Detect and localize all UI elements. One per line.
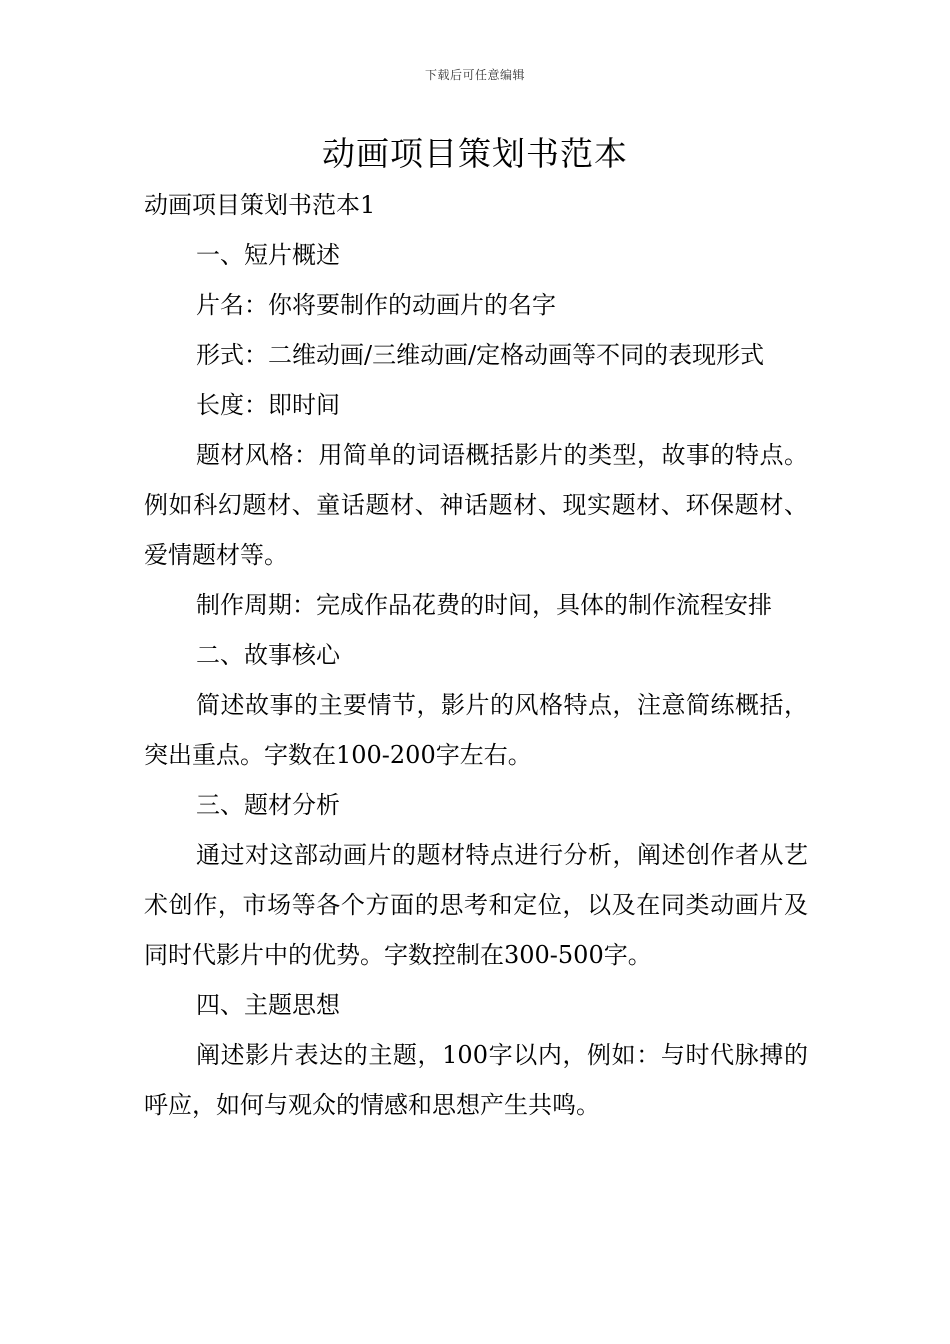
section-heading-4: 四、主题思想 xyxy=(196,991,340,1019)
paragraph-production-cycle: 制作周期：完成作品花费的时间，具体的制作流程安排 xyxy=(196,591,772,619)
paragraph-form: 形式：二维动画/三维动画/定格动画等不同的表现形式 xyxy=(196,341,765,369)
section-heading-2: 二、故事核心 xyxy=(196,641,340,669)
paragraph-genre-style: 题材风格：用简单的词语概括影片的类型，故事的特点。例如科幻题材、童话题材、神话题材、现实题材、环保题材、爱情题材等。 xyxy=(144,441,808,569)
paragraph-subject-analysis: 通过对这部动画片的题材特点进行分析，阐述创作者从艺术创作，市场等各个方面的思考和定位，以及在同类动画片及同时代影片中的优势。字数控制在300-500字。 xyxy=(144,841,808,969)
paragraph-story-core: 简述故事的主要情节，影片的风格特点，注意简练概括，突出重点。字数在100-200字左右。 xyxy=(144,691,808,769)
section-heading-3: 三、题材分析 xyxy=(196,791,340,819)
paragraph-theme: 阐述影片表达的主题，100字以内，例如：与时代脉搏的呼应，如何与观众的情感和思想产生共鸣。 xyxy=(144,1041,808,1119)
document-body xyxy=(144,180,808,1130)
page-header-note: 下载后可任意编辑 xyxy=(424,68,525,82)
document-title: 动画项目策划书范本 xyxy=(322,134,628,173)
subtitle-paragraph: 动画项目策划书范本1 xyxy=(144,191,376,219)
paragraph-film-name: 片名：你将要制作的动画片的名字 xyxy=(196,291,556,319)
paragraph-length: 长度：即时间 xyxy=(196,391,340,419)
section-heading-1: 一、短片概述 xyxy=(196,241,340,269)
